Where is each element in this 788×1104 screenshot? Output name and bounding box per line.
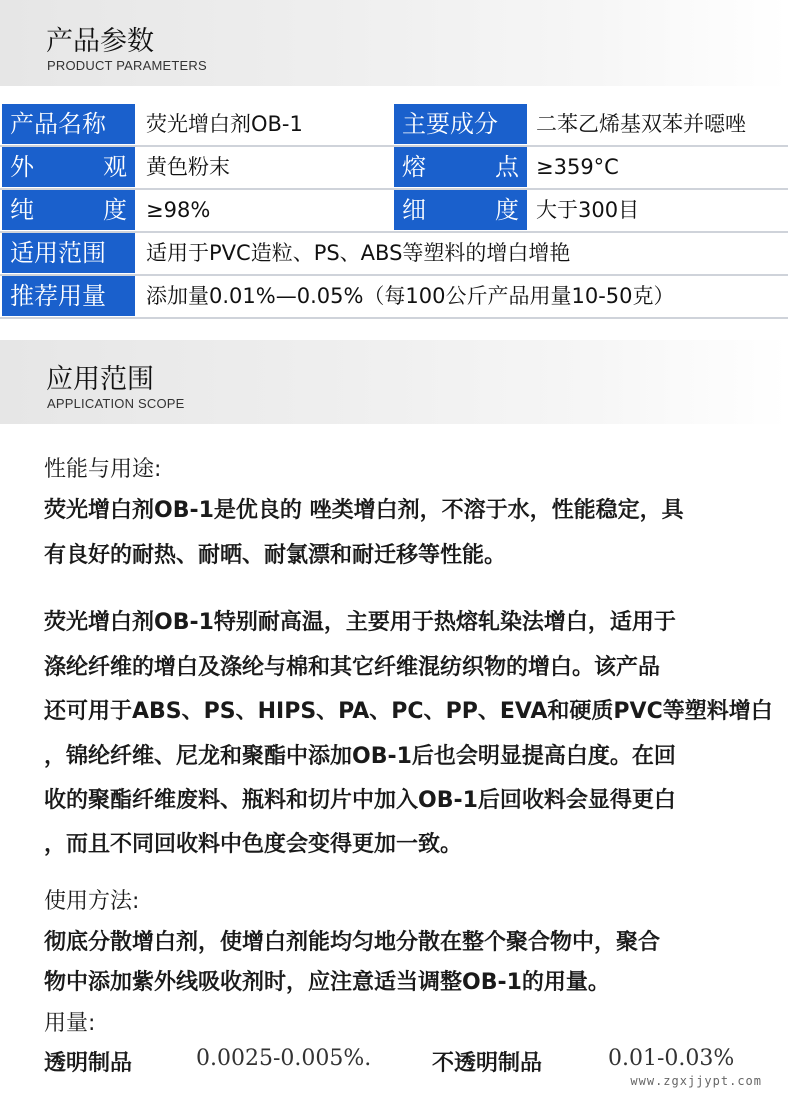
param-label-char: 度: [495, 196, 519, 224]
param-value: 黄色粉末: [146, 155, 230, 179]
method-line: 物中添加紫外线吸收剂时，应注意适当调整OB-1的用量。: [44, 970, 610, 995]
opaque-product-label: 不透明制品: [432, 1051, 543, 1076]
param-label-char: 外: [10, 153, 34, 181]
param-row: [0, 233, 788, 273]
param-label-char: 熔: [402, 153, 426, 181]
param-value: ≥359°C: [536, 155, 619, 179]
section-title-cn: 应用范围: [46, 364, 154, 395]
paragraph-line: 荧光增白剂OB-1是优良的 唑类增白剂，不溶于水，性能稳定，具: [44, 498, 684, 523]
param-label: 主要成分: [394, 104, 527, 144]
paragraph-line: ，而且不同回收料中色度会变得更加一致。: [44, 832, 463, 857]
param-label: 适用范围: [2, 233, 135, 273]
param-label-char: 度: [103, 196, 127, 224]
section-title-en: APPLICATION SCOPE: [47, 396, 185, 411]
param-row: [0, 104, 788, 144]
param-value: ≥98%: [146, 198, 211, 222]
paragraph-line: ，锦纶纤维、尼龙和聚酯中添加OB-1后也会明显提高白度。在回: [44, 744, 676, 769]
param-row: [0, 190, 788, 230]
param-label: [394, 147, 527, 187]
clear-product-value: 0.0025-0.005%.: [196, 1046, 372, 1071]
param-label: [394, 190, 527, 230]
row-divider: [0, 317, 788, 319]
method-heading: 使用方法:: [44, 889, 140, 914]
section-title-en: PRODUCT PARAMETERS: [47, 58, 207, 73]
clear-product-label: 透明制品: [44, 1051, 133, 1076]
param-value: 适用于PVC造粒、PS、ABS等塑料的增白增艳: [146, 241, 571, 265]
param-label: 推荐用量: [2, 276, 135, 316]
param-label-char: 纯: [10, 196, 34, 224]
param-row: [0, 147, 788, 187]
paragraph-line: 有良好的耐热、耐晒、耐氯漂和耐迁移等性能。: [44, 543, 507, 568]
paragraph-line: 收的聚酯纤维废料、瓶料和切片中加入OB-1后回收料会显得更白: [44, 788, 676, 813]
site-watermark: www.zgxjjypt.com: [630, 1074, 762, 1088]
param-value: 添加量0.01%—0.05%（每100公斤产品用量10-50克）: [146, 284, 675, 308]
param-label-char: 点: [495, 153, 519, 181]
section-title-cn: 产品参数: [46, 26, 154, 57]
dosage-heading: 用量:: [44, 1011, 96, 1036]
performance-heading: 性能与用途:: [44, 457, 162, 482]
paragraph-line: 荧光增白剂OB-1特别耐高温，主要用于热熔轧染法增白，适用于: [44, 610, 676, 635]
param-label-char: 细: [402, 196, 426, 224]
param-label: [2, 147, 135, 187]
method-line: 彻底分散增白剂，使增白剂能均匀地分散在整个聚合物中，聚合: [44, 930, 661, 955]
param-row: [0, 276, 788, 316]
param-value: 荧光增白剂OB-1: [146, 112, 303, 136]
param-label: 产品名称: [2, 104, 135, 144]
param-value: 二苯乙烯基双苯并噁唑: [536, 112, 746, 136]
param-label: [2, 190, 135, 230]
paragraph-line: 涤纶纤维的增白及涤纶与棉和其它纤维混纺织物的增白。该产品: [44, 655, 661, 680]
opaque-product-value: 0.01-0.03%: [608, 1046, 735, 1071]
param-label-char: 观: [103, 153, 127, 181]
param-value: 大于300目: [536, 198, 640, 222]
paragraph-line: 还可用于ABS、PS、HIPS、PA、PC、PP、EVA和硬质PVC等塑料增白: [44, 699, 773, 724]
